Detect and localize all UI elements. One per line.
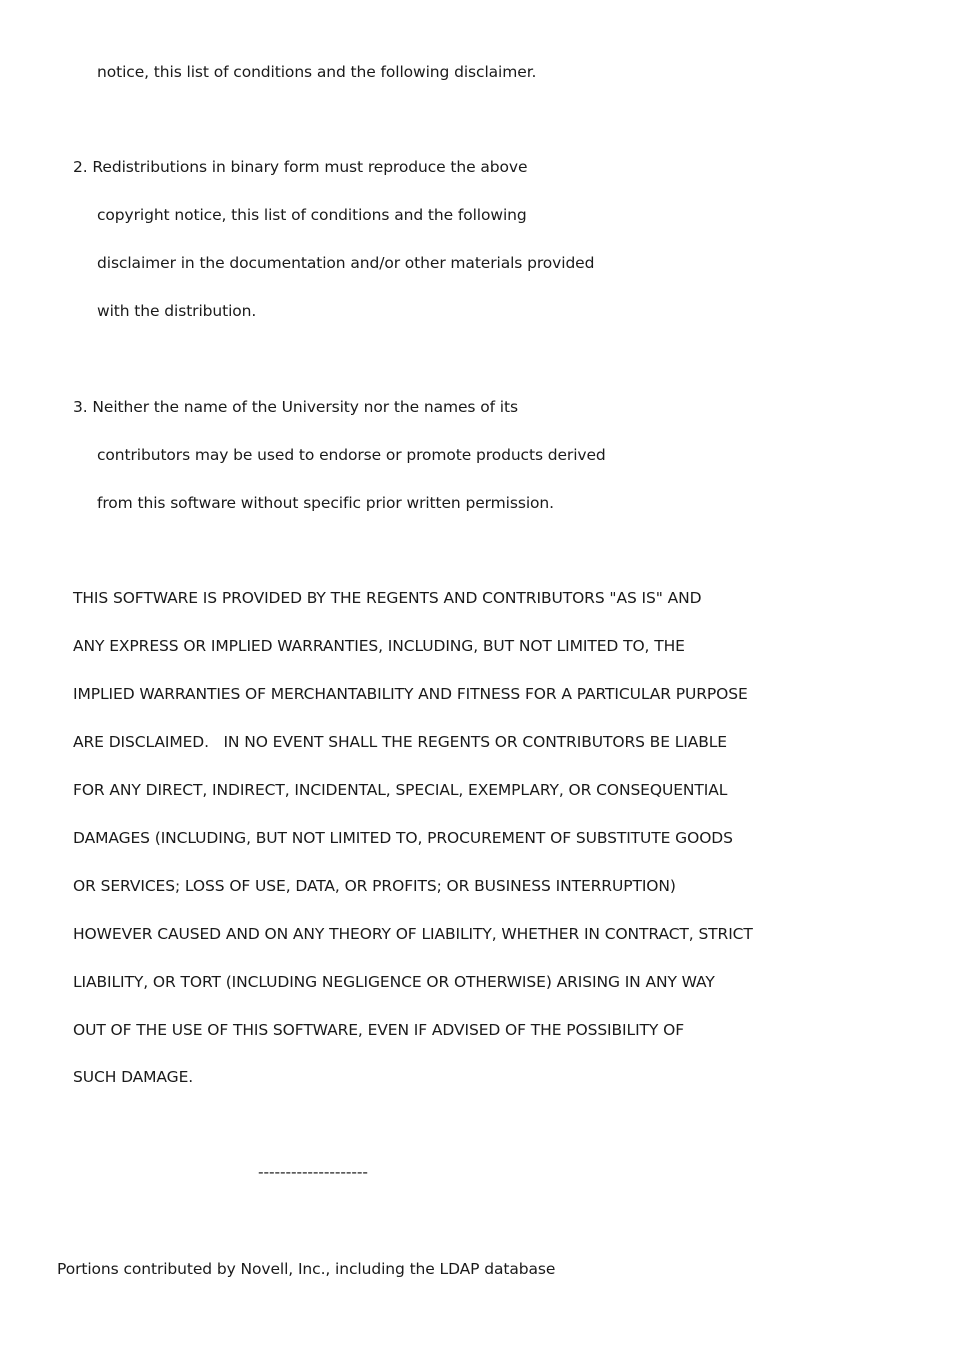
disclaimer-line-3: IMPLIED WARRANTIES OF MERCHANTABILITY AND FITNESS FOR A PARTICULAR PURPOSE	[73, 685, 748, 703]
disclaimer-line-11: SUCH DAMAGE.	[73, 1068, 194, 1086]
clause3-line-2: contributors may be used to endorse or promote products derived	[97, 446, 606, 464]
clause1-tail-line: notice, this list of conditions and the following disclaimer.	[97, 63, 537, 81]
disclaimer-line-8: HOWEVER CAUSED AND ON ANY THEORY OF LIABILITY, WHETHER IN CONTRACT, STRICT	[73, 925, 753, 943]
disclaimer-line-10: OUT OF THE USE OF THIS SOFTWARE, EVEN IF ADVISED OF THE POSSIBILITY OF	[73, 1021, 685, 1039]
disclaimer-line-1: THIS SOFTWARE IS PROVIDED BY THE REGENTS AND CONTRIBUTORS "AS IS" AND	[73, 589, 702, 607]
clause3-line-3: from this software without specific prior written permission.	[97, 494, 554, 512]
clause3-line-1: 3. Neither the name of the University nor the names of its	[73, 398, 518, 416]
clause2-line-1: 2. Redistributions in binary form must reproduce the above	[73, 158, 528, 176]
disclaimer-line-5: FOR ANY DIRECT, INDIRECT, INCIDENTAL, SPECIAL, EXEMPLARY, OR CONSEQUENTIAL	[73, 781, 728, 799]
disclaimer-line-9: LIABILITY, OR TORT (INCLUDING NEGLIGENCE OR OTHERWISE) ARISING IN ANY WAY	[73, 973, 715, 991]
novell-intro-line: Portions contributed by Novell, Inc., including the LDAP database	[57, 1260, 556, 1278]
clause2-line-4: with the distribution.	[97, 302, 257, 320]
section-separator: --------------------	[258, 1163, 368, 1181]
clause2-line-2: copyright notice, this list of conditions and the following	[97, 206, 527, 224]
disclaimer-line-6: DAMAGES (INCLUDING, BUT NOT LIMITED TO, PROCUREMENT OF SUBSTITUTE GOODS	[73, 829, 733, 847]
disclaimer-line-2: ANY EXPRESS OR IMPLIED WARRANTIES, INCLUDING, BUT NOT LIMITED TO, THE	[73, 637, 685, 655]
disclaimer-line-7: OR SERVICES; LOSS OF USE, DATA, OR PROFITS; OR BUSINESS INTERRUPTION)	[73, 877, 676, 895]
clause2-line-3: disclaimer in the documentation and/or other materials provided	[97, 254, 595, 272]
disclaimer-line-4: ARE DISCLAIMED. IN NO EVENT SHALL THE REGENTS OR CONTRIBUTORS BE LIABLE	[73, 733, 728, 751]
